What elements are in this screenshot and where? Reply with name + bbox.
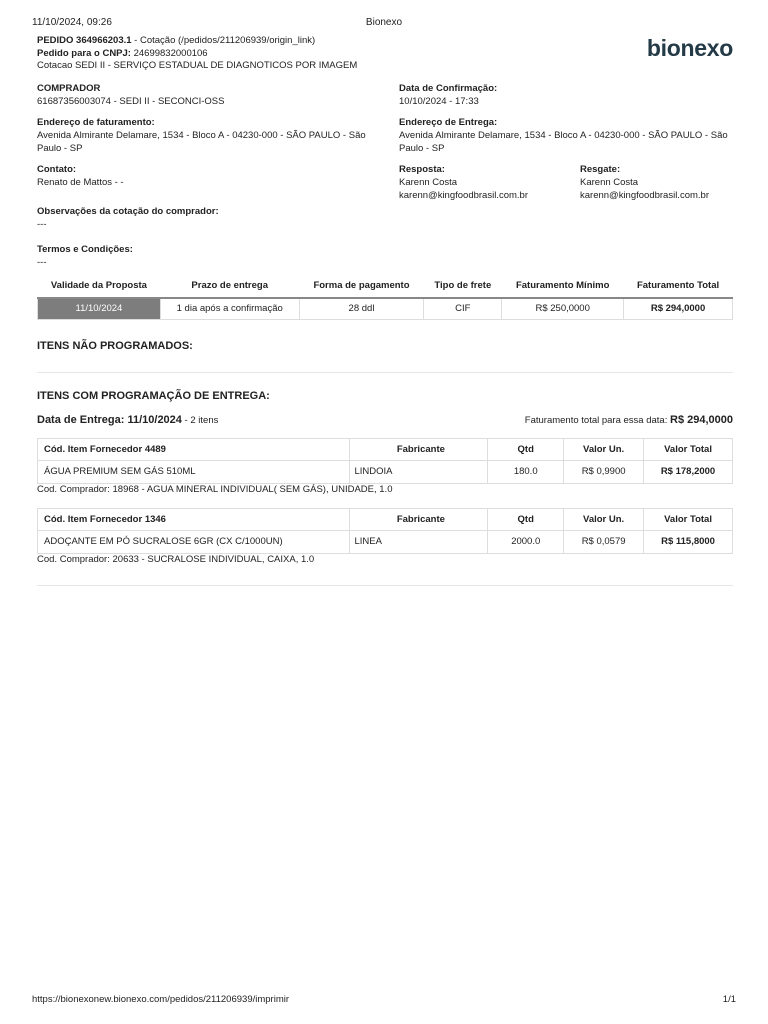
delivery-date: Data de Entrega: 11/10/2024: [37, 413, 182, 426]
entrega-value: Avenida Almirante Delamare, 1534 - Bloco A - 04230-000 - SÃO PAULO - São Paulo - SP: [399, 130, 728, 154]
delivery-item-count: - 2 itens: [181, 414, 219, 426]
delivery-total-label: Faturamento total para essa data:: [524, 414, 670, 426]
section-nao-programados: ITENS NÃO PROGRAMADOS:: [37, 339, 193, 352]
faturamento-total-value: R$ 294,0000: [624, 298, 733, 319]
item-code-header: Cód. Item Fornecedor 4489: [38, 438, 350, 460]
page-count: 1/1: [722, 994, 736, 1005]
section-com-programacao: ITENS COM PROGRAMAÇÃO DE ENTREGA:: [37, 389, 270, 402]
delivery-date-row: [37, 414, 733, 432]
summary-header: Validade da Proposta: [38, 273, 161, 298]
cnpj-value: 24699832000106: [130, 47, 208, 59]
obs-value: ---: [37, 219, 47, 230]
address-row: [37, 116, 733, 163]
resgate-name: Karenn Costa: [580, 177, 639, 188]
order-line: [37, 35, 733, 48]
cotacao-line: Cotacao SEDI II - SERVIÇO ESTADUAL DE DIAGNOTICOS POR IMAGEM: [37, 60, 358, 71]
summary-header: Forma de pagamento: [299, 273, 424, 298]
resgate-label: Resgate:: [580, 164, 621, 175]
resgate-email[interactable]: karenn@kingfoodbrasil.com.br: [580, 190, 709, 201]
valor-total-header: Valor Total: [644, 438, 733, 460]
confirmacao-value: 10/10/2024 - 17:33: [399, 96, 479, 107]
table-row: [38, 460, 733, 483]
order-number: PEDIDO 364966203.1: [37, 35, 132, 46]
comprador-value: 61687356003074 - SEDI II - SECONCI-OSS: [37, 96, 225, 107]
prazo-value: 1 dia após a confirmação: [160, 298, 299, 319]
confirmacao-label: Data de Confirmação:: [399, 83, 498, 94]
item-qtd: 2000.0: [488, 530, 564, 553]
terms: [37, 243, 733, 273]
item-table: [37, 438, 733, 484]
valor-un-header: Valor Un.: [564, 438, 644, 460]
item-valor-total: R$ 115,8000: [644, 530, 733, 553]
obs-label: Observações da cotação do comprador:: [37, 206, 219, 217]
cotacao-link[interactable]: - Cotação (/pedidos/211206939/origin_link): [131, 35, 316, 46]
print-date: 11/10/2024, 09:26: [32, 17, 112, 28]
comprador-label: COMPRADOR: [37, 83, 101, 94]
faturamento-label: Endereço de faturamento:: [37, 117, 155, 128]
divider: [37, 585, 733, 586]
item-valor-un: R$ 0,0579: [564, 530, 644, 553]
termos-label: Termos e Condições:: [37, 244, 133, 255]
item-valor-total: R$ 178,2000: [644, 460, 733, 483]
fabricante-header: Fabricante: [350, 508, 488, 530]
print-title: Bionexo: [365, 17, 403, 28]
cnpj-label: Pedido para o CNPJ:: [37, 47, 131, 59]
valor-un-header: Valor Un.: [564, 508, 644, 530]
print-header: [32, 17, 736, 29]
summary-header: Prazo de entrega: [160, 273, 299, 298]
order-header: [37, 35, 733, 75]
valor-total-header: Valor Total: [644, 508, 733, 530]
observations: [37, 205, 733, 243]
summary-header: Faturamento Mínimo: [502, 273, 624, 298]
summary-header: Faturamento Total: [624, 273, 733, 298]
bionexo-logo: bionexo: [646, 35, 733, 61]
entrega-label: Endereço de Entrega:: [399, 117, 498, 128]
summary-header: Tipo de frete: [424, 273, 502, 298]
resposta-label: Resposta:: [399, 164, 445, 175]
item-description: ADOÇANTE EM PÓ SUCRALOSE 6GR (CX C/1000UN): [38, 530, 350, 553]
item-table: [37, 508, 733, 554]
contato-label: Contato:: [37, 164, 77, 175]
item-description: ÁGUA PREMIUM SEM GÁS 510ML: [38, 460, 350, 483]
item-qtd: 180.0: [488, 460, 564, 483]
buyer-row: [37, 82, 733, 116]
contact-row: [37, 163, 733, 205]
cnpj-line: [37, 48, 733, 61]
termos-value: ---: [37, 257, 47, 268]
faturamento-value: Avenida Almirante Delamare, 1534 - Bloco A - 04230-000 - SÃO PAULO - São Paulo - SP: [37, 130, 366, 154]
resposta-name: Karenn Costa: [399, 177, 458, 188]
item-fabricante: LINEA: [350, 530, 488, 553]
print-footer: [32, 994, 736, 1006]
frete-value: CIF: [424, 298, 502, 319]
print-url[interactable]: https://bionexonew.bionexo.com/pedidos/211206939/imprimir: [32, 994, 290, 1005]
proposal-summary-table: [37, 273, 733, 320]
divider: [37, 372, 733, 373]
validade-value: 11/10/2024: [38, 298, 161, 319]
resposta-email[interactable]: karenn@kingfoodbrasil.com.br: [399, 190, 528, 201]
table-row: [38, 530, 733, 553]
pagamento-value: 28 ddl: [299, 298, 424, 319]
faturamento-minimo-value: R$ 250,0000: [502, 298, 624, 319]
item-cod-comprador: Cod. Comprador: 18968 - AGUA MINERAL INDIVIDUAL( SEM GÁS), UNIDADE, 1.0: [37, 483, 393, 495]
item-cod-comprador: Cod. Comprador: 20633 - SUCRALOSE INDIVIDUAL, CAIXA, 1.0: [37, 553, 315, 565]
fabricante-header: Fabricante: [350, 438, 488, 460]
item-code-header: Cód. Item Fornecedor 1346: [38, 508, 350, 530]
document-content: [37, 35, 733, 586]
delivery-total-value: R$ 294,0000: [670, 413, 733, 426]
contato-value: Renato de Mattos - -: [37, 177, 124, 188]
item-valor-un: R$ 0,9900: [564, 460, 644, 483]
item-fabricante: LINDOIA: [350, 460, 488, 483]
qtd-header: Qtd: [488, 508, 564, 530]
summary-row: [38, 298, 733, 319]
qtd-header: Qtd: [488, 438, 564, 460]
